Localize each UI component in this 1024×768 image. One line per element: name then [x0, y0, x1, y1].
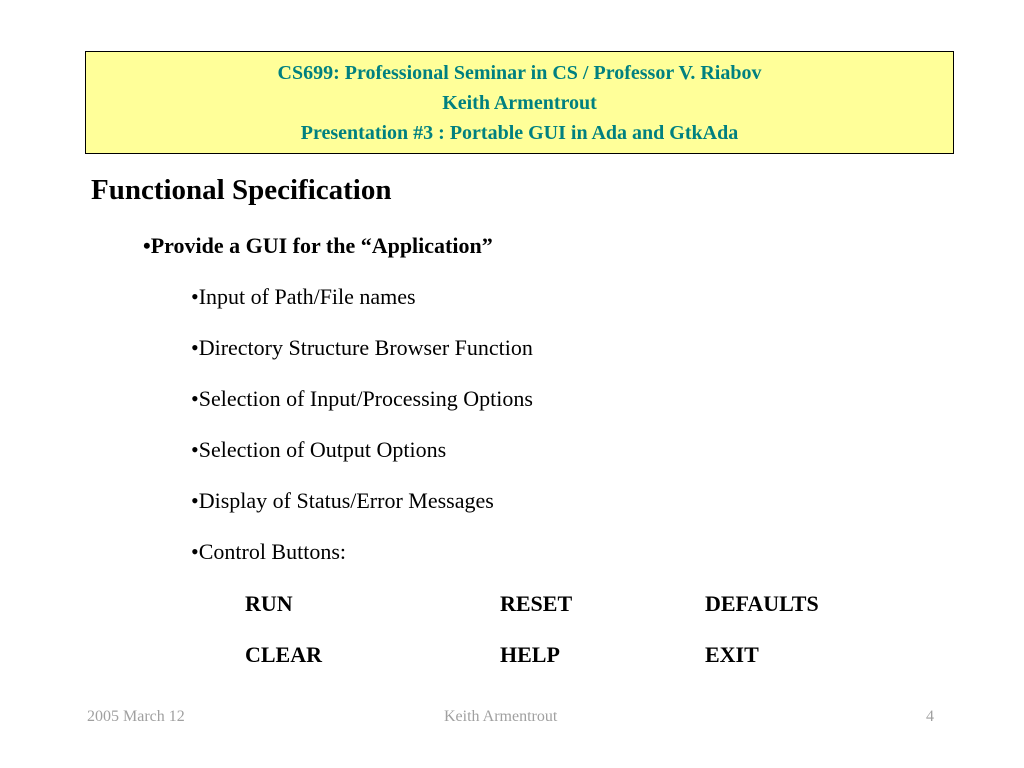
sub-bullet	[191, 437, 446, 463]
exit-button-label: EXIT	[705, 642, 759, 667]
title-box	[85, 51, 954, 154]
sub-bullet-text: Input of Path/File names	[198, 284, 416, 309]
bullet-marker: •	[191, 488, 199, 513]
slide-heading: Functional Specification	[91, 174, 392, 206]
bullet-marker: •	[191, 335, 199, 360]
presenter-name: Keith Armentrout	[442, 91, 597, 114]
sub-bullet	[191, 335, 533, 361]
sub-bullet-text: Selection of Input/Processing Options	[198, 386, 533, 411]
reset-button-label: RESET	[500, 591, 573, 616]
main-bullet-text: Provide a GUI for the “Application”	[150, 233, 493, 258]
bullet-marker: •	[191, 284, 199, 309]
presentation-title: Presentation #3 : Portable GUI in Ada and GtkAda	[300, 121, 739, 144]
sub-bullet-text: Selection of Output Options	[198, 437, 447, 462]
help-button-label: HELP	[500, 642, 560, 667]
run-button-label: RUN	[245, 591, 293, 616]
bullet-marker: •	[143, 233, 151, 258]
footer-date: 2005 March 12	[87, 708, 185, 725]
sub-bullet	[191, 386, 533, 412]
sub-bullet-text: Directory Structure Browser Function	[198, 335, 533, 360]
main-bullet	[143, 233, 493, 259]
bullet-marker: •	[191, 539, 199, 564]
sub-bullet-text: Display of Status/Error Messages	[198, 488, 494, 513]
sub-bullet	[191, 488, 494, 514]
sub-bullet	[191, 284, 416, 310]
bullet-marker: •	[191, 386, 199, 411]
page-number: 4	[926, 708, 934, 725]
sub-bullet-text: Control Buttons:	[198, 539, 346, 564]
defaults-button-label: DEFAULTS	[705, 591, 819, 616]
footer-author: Keith Armentrout	[444, 708, 558, 725]
sub-bullet	[191, 539, 346, 565]
bullet-marker: •	[191, 437, 199, 462]
course-title: CS699: Professional Seminar in CS / Professor V. Riabov	[277, 61, 762, 84]
clear-button-label: CLEAR	[245, 642, 323, 667]
